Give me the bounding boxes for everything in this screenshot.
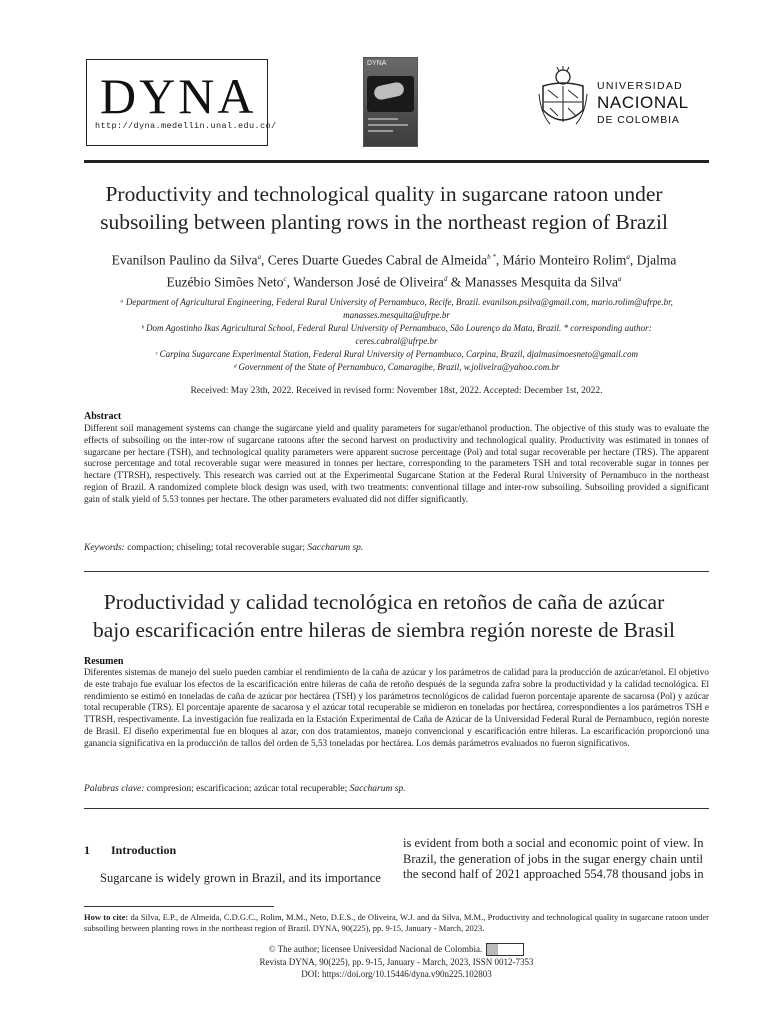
university-name-line1: UNIVERSIDAD: [597, 80, 684, 92]
authors-line2: [90, 270, 698, 292]
palabras-text: compresion; escarificacion; azúcar total recuperable;: [144, 784, 350, 794]
intro-right-line: the second half of 2021 approached 554.78 thousand jobs in: [403, 867, 704, 881]
affiliation-mark: d: [443, 274, 448, 283]
article-title-es: [70, 588, 698, 644]
authors-line1: [90, 248, 698, 270]
author-name: & Manasses Mesquita da Silva: [447, 274, 618, 289]
affiliation-mark: b *: [487, 253, 496, 261]
title-en-line2: subsoiling between planting rows in the northeast region of Brazil: [100, 210, 668, 234]
resumen-text: Diferentes sistemas de manejo del suelo pueden cambiar el rendimiento de la caña de azúcar y los parámetros de calidad para la producción de azúcar/etanol. El objetivo de este trabajo fue evaluar los efectos de la escarificación entre hileras de caña de retoño después de la segunda zafra sobre la productividad y la calidad tecnológica. El rendimiento se estimó en toneladas de caña de azúcar por hectárea (TSH) y los parámetros tecnológicos de calidad fueron porcentaje aparente de sacarosa (Pol) y azúcar total recuperable (TRS). El porcentaje aparente de sacarosa y el azúcar total recuperable se midieron en toneladas por hectárea, correspondientes a los parámetros TSH e TTRSH, respectivamente. La investigación fue realizada en la Estación Experimental de Caña de Azúcar de la Universidad Federal Rural de Pernambuco, región noreste de Brasil. El diseño experimental fue en bloques al azar, con dos tratamientos, manejo convencional y escarificación entre hileras. La escarificación proporcionó una ganancia significativa en la producción de tallos del orden de 5,53 toneladas por hectárea. Los demás parámetros evaluados no fueron significativos.: [84, 667, 709, 748]
cover-text-line: [368, 118, 398, 120]
affiliation-line: ᵇ Dom Agostinho Ikas Agricultural School, Federal Rural University of Pernambuco, São Lourenço da Mata, Brazil. * corresponding author:: [141, 323, 652, 333]
article-title-en: [70, 180, 698, 236]
affiliation-mark: a: [626, 253, 630, 261]
footnote-rule: [84, 906, 274, 907]
cover-title: DYNA: [367, 60, 387, 67]
cover-text-line: [368, 130, 393, 132]
cite-label: How to cite:: [84, 912, 129, 922]
license-block: [84, 943, 709, 980]
palabras-clave: [84, 784, 406, 794]
affiliation-mark: a: [257, 253, 262, 261]
section-heading-introduction: Introduction: [111, 843, 177, 857]
journal-url[interactable]: http://dyna.medellin.unal.edu.co/: [95, 121, 277, 131]
abstract-text: Different soil management systems can change the sugarcane yield and quality parameters for sugar/ethanol production. The objective of this study was to evaluate the effects of subsoiling on the inter-row of sugarcane ratoons after the second harvest on productivity and technological quality. Productivity was estimated in tonnes of sugarcane per hectare (TSH), and technological quality parameters were apparent sucrose percentage (Pol) and total sugar recoverable per hectare (TRS). The apparent sucrose percentage and total recoverable sugar were measured in tonnes per hectare, corresponding to the parameters TSH and total recoverable sugar in tonnes per hectare (TTRSH), respectively. This research was carried out at the Experimental Sugarcane Station at the Federal Rural University of Pernambuco in the northeast region of Brazil. A randomized complete block design was used, with two treatments: conventional tillage and inter-row subsoiling. Subsoiling provided a significant gain of stalk yield of 5.53 tonnes per hectare. The other parameters evaluated did not differ significantly.: [84, 423, 709, 504]
received-dates: Received: May 23th, 2022. Received in revised form: November 18st, 2022. Accepted: December 1st, 2022.: [190, 386, 603, 396]
affiliations: [84, 296, 709, 374]
title-en-line1: Productivity and technological quality in sugarcane ratoon under: [105, 182, 663, 206]
section-divider: [84, 808, 709, 809]
abstract-heading: Abstract: [84, 411, 122, 422]
affiliation-line: ᵈ Government of the State of Pernambuco, Camaragibe, Brazil, w.jolivelra@yahoo.com.br: [233, 362, 560, 372]
palabras-label: Palabras clave:: [84, 784, 145, 794]
affiliation-line: ceres.cabral@ufrpe.br: [355, 336, 438, 346]
author-name: , Wanderson José de Oliveira: [286, 274, 444, 289]
university-name-line3: DE COLOMBIA: [597, 114, 680, 126]
title-es-line1: Productividad y calidad tecnológica en retoños de caña de azúcar: [103, 590, 665, 614]
university-seal-icon: [538, 64, 588, 134]
license-line: [84, 943, 709, 956]
title-es-line2: bajo escarificación entre hileras de siembra región noreste de Brasil: [92, 618, 676, 642]
intro-right-column: [403, 836, 709, 883]
affiliation-line: ᶜ Carpina Sugarcane Experimental Station, Federal Rural University of Pernambuco, Carpina, Brazil, djalmasimoesneto@gmail.com: [154, 349, 638, 359]
section-number: 1: [84, 843, 90, 857]
keywords-italic: Saccharum sp.: [307, 543, 364, 553]
author-name: Euzébio Simões Neto: [166, 274, 284, 289]
cite-text: da Silva, E.P., de Almeida, C.D.G.C., Rolim, M.M., Neto, D.E.S., de Oliveira, W.J. and da Silva, M.M., Productivity and technological quality in sugarcane ratoon under subsoiling between planting rows in the northeast region of Brazil. DYNA, 90(225), pp. 9-15, January - March, 2023.: [84, 912, 709, 933]
creative-commons-icon: [486, 943, 524, 956]
doi-link[interactable]: DOI: https://doi.org/10.15446/dyna.v90n225.102803: [301, 969, 492, 980]
intro-left-column: Sugarcane is widely grown in Brazil, and its importance: [100, 871, 381, 885]
palabras-italic: Saccharum sp.: [349, 784, 406, 794]
revista-line: Revista DYNA, 90(225), pp. 9-15, January - March, 2023, ISSN 0012-7353: [259, 957, 534, 968]
keywords-label: Keywords:: [84, 543, 125, 553]
keywords-text: compaction; chiseling; total recoverable sugar;: [124, 543, 308, 553]
affiliation-line: manasses.mesquita@ufrpe.br: [343, 310, 450, 320]
author-name: , Mário Monteiro Rolim: [495, 252, 627, 268]
journal-cover-image: [363, 57, 418, 147]
author-name: , Djalma: [629, 252, 677, 268]
journal-logo: DYNA: [100, 68, 257, 124]
author-list: [90, 248, 698, 291]
author-name: Evanilson Paulino da Silva: [111, 252, 258, 268]
how-to-cite: [84, 912, 709, 934]
header-divider: [84, 160, 709, 163]
intro-right-line: is evident from both a social and economic point of view. In: [403, 836, 704, 850]
author-name: , Ceres Duarte Guedes Cabral de Almeida: [261, 252, 488, 268]
intro-right-line: Brazil, the generation of jobs in the sugar energy chain until: [403, 851, 704, 866]
license-text: © The author; licensee Universidad Nacional de Colombia.: [268, 944, 483, 954]
affiliation-line: ᵃ Department of Agricultural Engineering, Federal Rural University of Pernambuco, Recife, Brazil. evanilson.psilva@gmail.com, mario.rolim@ufrpe.br,: [120, 297, 673, 307]
resumen-heading: Resumen: [84, 656, 124, 667]
affiliation-mark: c: [283, 274, 287, 283]
cover-text-line: [368, 124, 408, 126]
section-divider: [84, 571, 709, 572]
university-name-line2: NACIONAL: [597, 93, 689, 112]
affiliation-mark: a: [617, 274, 622, 283]
keywords: [84, 543, 363, 553]
